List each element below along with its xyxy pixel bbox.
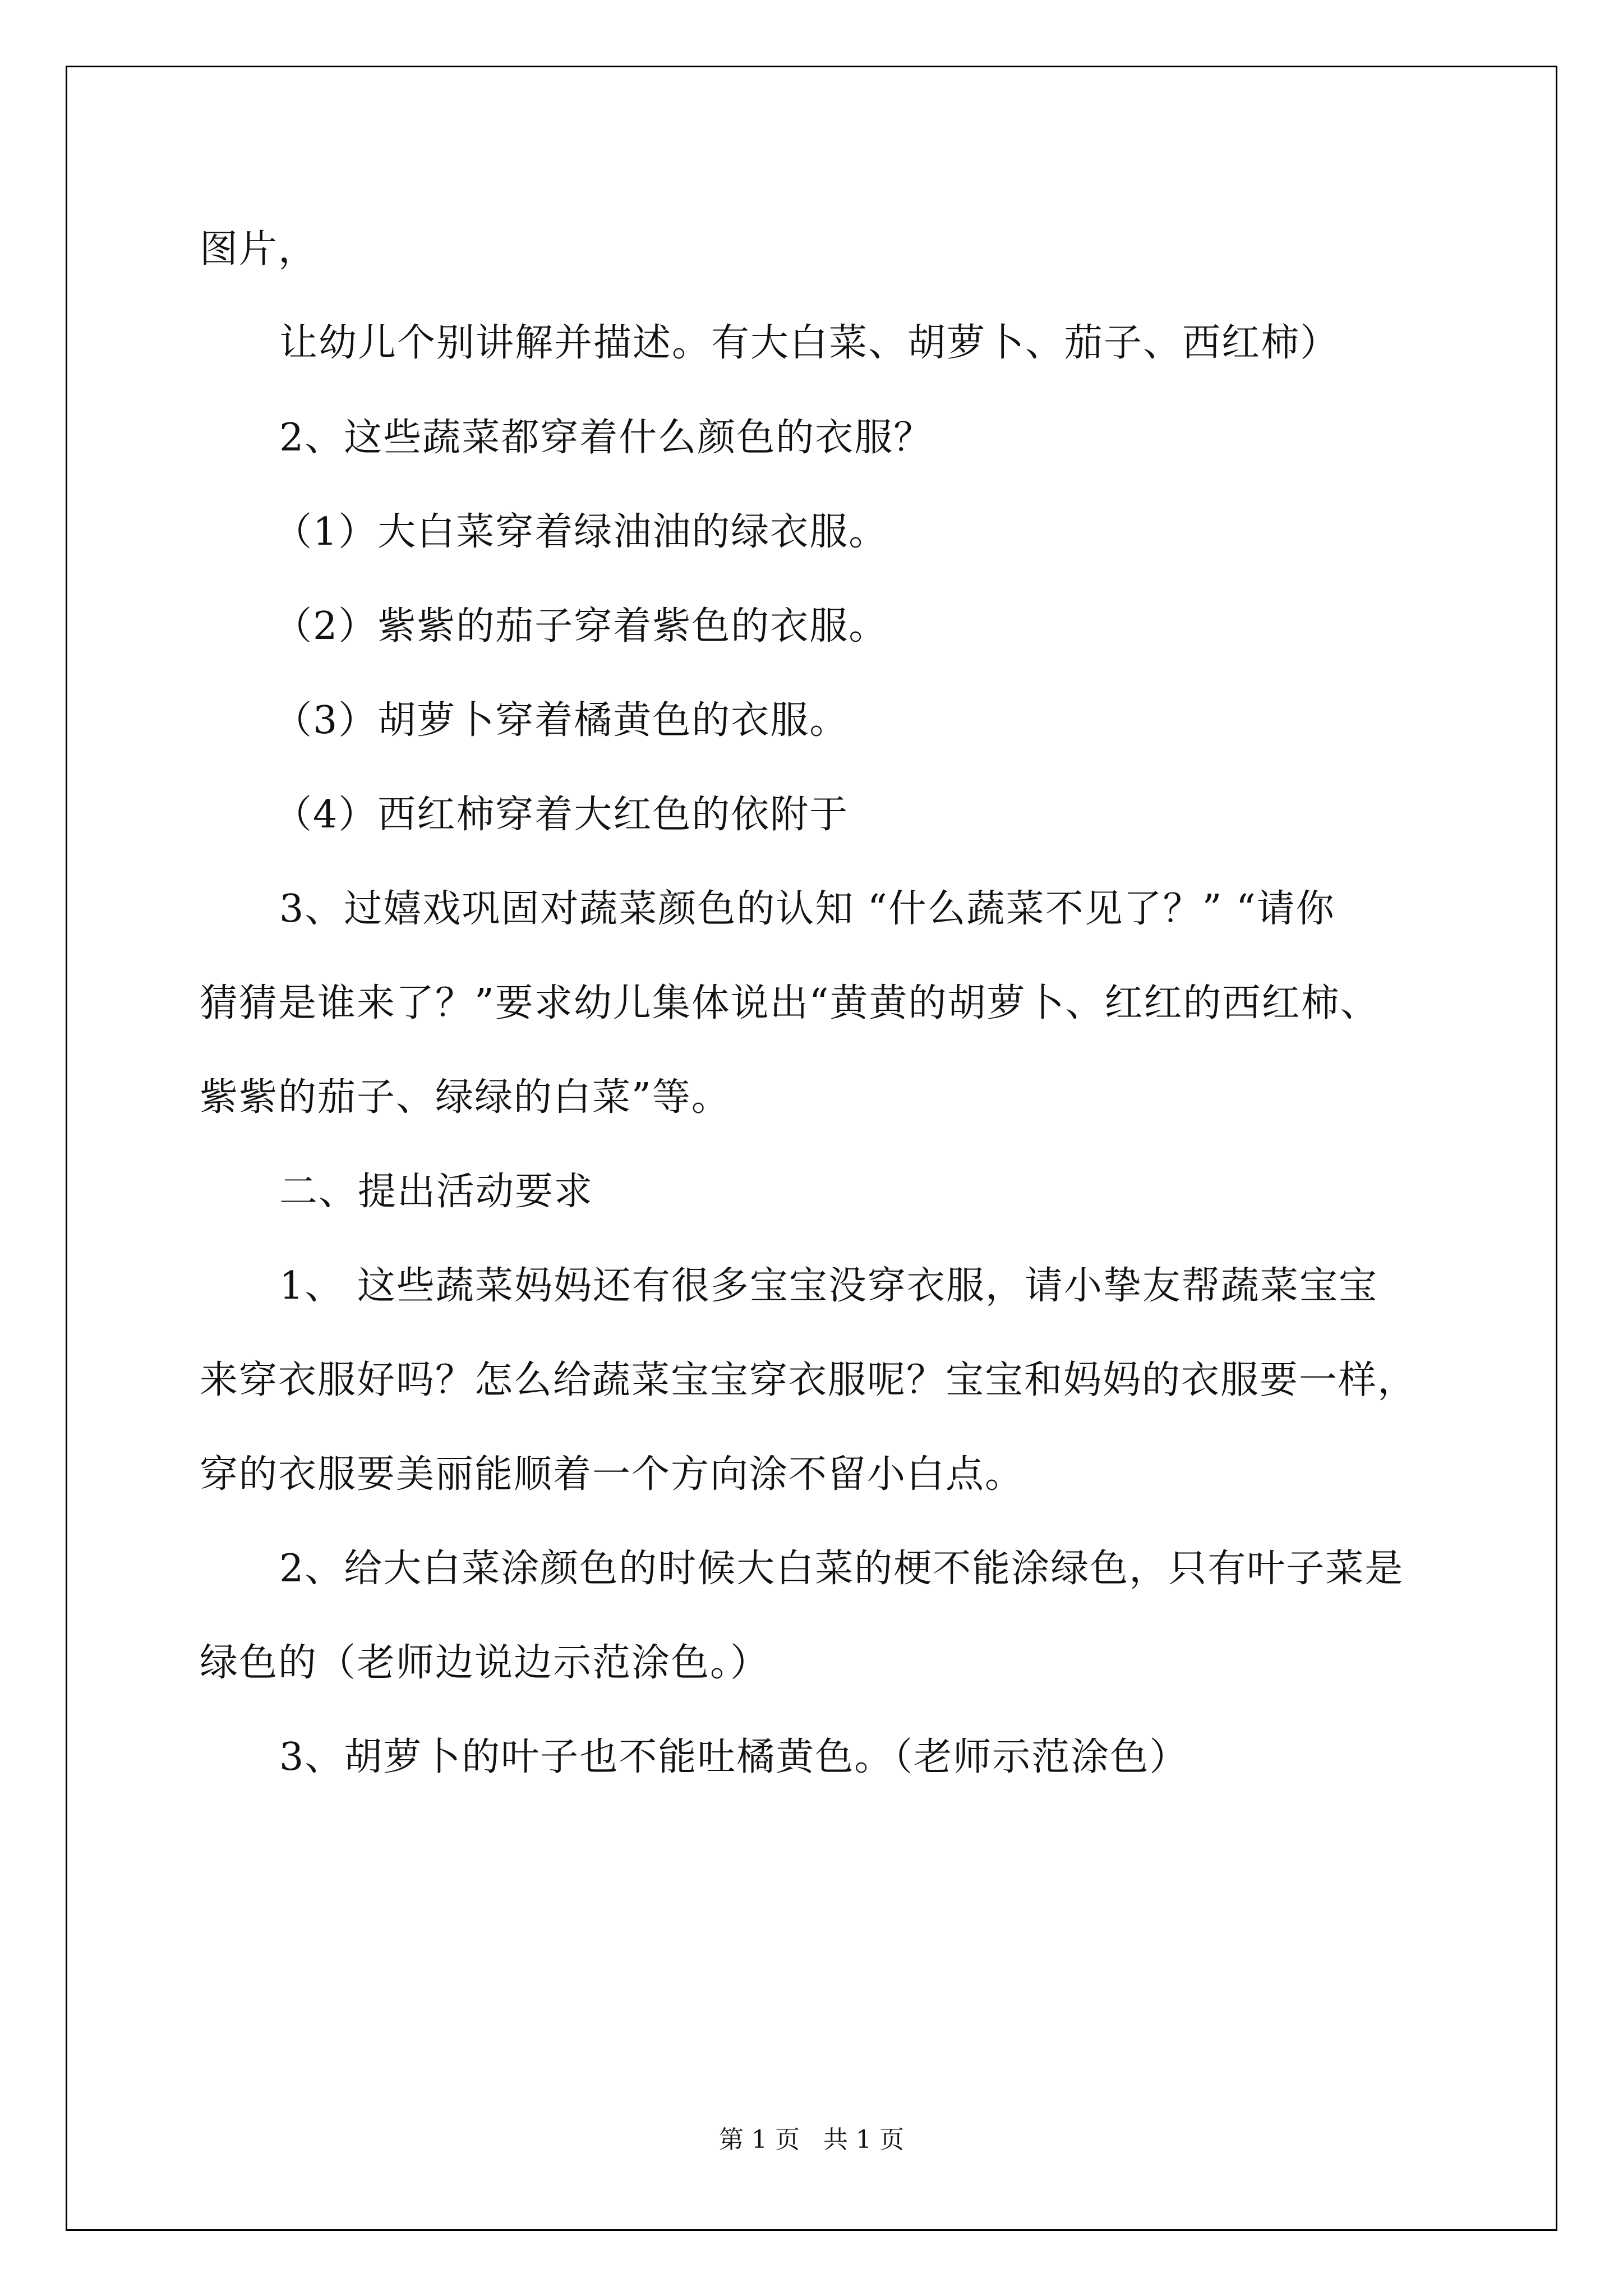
text-line: 穿的衣服要美丽能顺着一个方向涂不留小白点。 [200, 1452, 1025, 1497]
text-line: （3）胡萝卜穿着橘黄色的衣服。 [274, 698, 849, 743]
text-line: （1）大白菜穿着绿油油的绿衣服。 [274, 510, 888, 554]
text-line: 3、胡萝卜的叶子也不能吐橘黄色。（老师示范涂色） [279, 1735, 1189, 1779]
text-line: 猜猜是谁来了？”要求幼儿集体说出“黄黄的胡萝卜、红红的西红柿、 [200, 981, 1380, 1025]
text-line: 紫紫的茄子、绿绿的白菜”等。 [200, 1075, 731, 1120]
text-line: 让幼儿个别讲解并描述。有大白菜、胡萝卜、茄子、西红柿） [279, 321, 1340, 365]
page-border [66, 66, 1557, 2231]
text-line: 图片， [200, 227, 318, 272]
text-line: 2、给大白菜涂颜色的时候大白菜的梗不能涂绿色，只有叶子菜是 [279, 1547, 1404, 1591]
text-line: 二、提出活动要求 [279, 1170, 594, 1214]
text-line: （4）西红柿穿着大红色的依附于 [274, 793, 849, 837]
page-number-footer: 第 1 页 共 1 页 [719, 2125, 904, 2154]
text-line: 2、这些蔬菜都穿着什么颜色的衣服？ [279, 416, 933, 460]
text-line: 绿色的（老师边说边示范涂色。） [200, 1641, 770, 1685]
text-line: 1、 这些蔬菜妈妈还有很多宝宝没穿衣服，请小挚友帮蔬菜宝宝 [279, 1264, 1378, 1308]
text-line: 3、过嬉戏巩固对蔬菜颜色的认知 “什么蔬菜不见了？” “请你 [279, 887, 1335, 931]
text-line: （2）紫紫的茄子穿着紫色的衣服。 [274, 604, 888, 648]
text-line: 来穿衣服好吗？怎么给蔬菜宝宝穿衣服呢？宝宝和妈妈的衣服要一样， [200, 1358, 1417, 1402]
